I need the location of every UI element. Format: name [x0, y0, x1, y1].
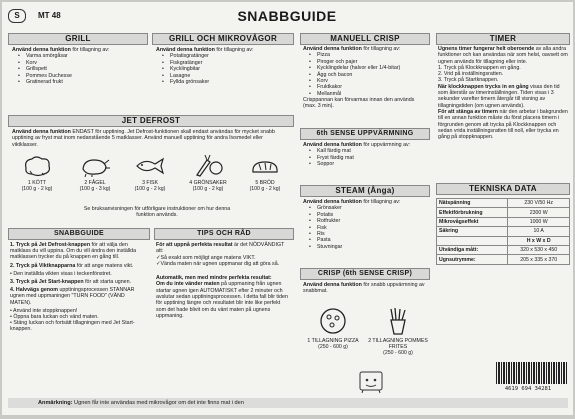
food-range: (250 - 600 g) [383, 350, 413, 357]
list-item: • Potatis [317, 212, 429, 218]
quick-guide-sheet [2, 2, 573, 415]
grill-micro-section [156, 47, 292, 85]
sense-warm-section: Använd denna funktion för uppvärmning av: • Kall färdig mat • Fryst färdig mat • Soppor [303, 142, 429, 168]
manual-crisp-note: Crisppannan kan förvarmas innan den används (max. 3 min). [303, 97, 415, 110]
list-item: • Rotfrukter [317, 218, 429, 224]
list-item: • Pizza [317, 52, 429, 58]
grill-micro-intro-bold: Använd denna funktion [156, 47, 215, 53]
food-label: 5 BRÖD [255, 180, 275, 186]
timer-section: Ugnens timer fungerar helt oberoende av alla andra funktioner och kan användas när som helst, oavsett om ugnen används för tillagning eller inte. 1. Tryck på Klockknappen en gång. 2. Vrid på inställningsratten. 3. Tryck på Startknappen. När klockknappen trycks in en gång visas den tid som återstår av timerinställningen. Tiden visas i 3 sekunder varefter timern återgår till visning av tillagningstiden (om ugnen används). För att stänga av timern när den arbetar i bakgrunden till en annan funktion måste du först placera timern i förgrunden genom att trycka på Klockknappen och sedan vrida inställningsratten till noll, eller trycka en gång på stoppknappen. [438, 46, 568, 141]
fish-icon [133, 154, 167, 178]
vegetables-icon [191, 154, 225, 178]
tech-table [436, 198, 570, 265]
step-item: 4. Halvvägs genom upptiningsprocessen STANNAR ugnen med uppmaningen "TURN FOOD" (VÄND MATEN). [10, 287, 135, 306]
oven-icon [358, 368, 384, 394]
bread-icon [248, 154, 282, 178]
table-row: Mikrovågseffekt 1000 W [437, 217, 570, 226]
grill-list [12, 53, 146, 85]
timer-step: 2. Vrid på inställningsratten. [438, 71, 504, 78]
steam-section: Använd denna funktion för tillagning av: • Grönsaker • Potatis • Rotfrukter • Fisk • Ris • Pasta • Stuvningar [303, 199, 429, 250]
model-number: MT 48 [38, 11, 61, 20]
fries-icon [383, 306, 413, 336]
step-item: 2. Tryck på Viktknapparna för att ange matens vikt. [10, 262, 134, 269]
tips-item: ✓Vända maten när ugnen uppmanar dig att göra så. [156, 260, 280, 267]
food-label: 2 FÅGEL [84, 180, 106, 186]
table-row: H x W x D [437, 236, 570, 245]
tips-auto-title: Automatik, men med mindre perfekta resultat: [156, 275, 272, 282]
jet-defrost-text [12, 129, 290, 148]
list-item: • Soppor [317, 161, 429, 167]
list-item: • Korv [26, 60, 146, 66]
list-item: • Mellanmål [317, 91, 429, 97]
list-item: • Fyllda grönsaker [170, 79, 292, 85]
table-row: Utvändiga mått: 320 x 530 x 450 [437, 245, 570, 254]
tips-header: TIPS OCH RÅD [154, 228, 294, 240]
list-item: • Piroger och pajer [317, 59, 429, 65]
step-item: 3. Tryck på Jet Start-knappen för att starta ugnen. [10, 279, 132, 286]
manual-crisp-section: Använd denna funktion för tillagning av: • Pizza • Piroger och pajer • Kycklingdelar (halvor eller 1/4-bitar) • Ägg och bacon • Korv • Fruktkakor • Mellanmål Crisppannan kan förvarmas innan den används (max. 3 min). [303, 46, 429, 110]
pizza-icon [318, 306, 348, 336]
list-item: • Fiskgratänger [170, 60, 292, 66]
defrost-food-fish [126, 154, 174, 192]
defrost-food-poultry [70, 154, 120, 192]
grill-micro-header: GRILL OCH MIKROVÅGOR [152, 33, 294, 45]
list-item: • Fruktkakor [317, 84, 429, 90]
list-item: • Korv [317, 78, 429, 84]
jet-defrost-bold: Använd denna funktion [12, 129, 71, 135]
list-item: • Fisk [317, 225, 429, 231]
food-range: (100 g - 3 kg) [79, 186, 111, 193]
step-item: • Öppna bara luckan och vänd maten. [10, 314, 99, 321]
language-badge: S [8, 9, 26, 23]
sense-warm-list [303, 148, 429, 167]
list-item: • Kycklingbitar [170, 66, 292, 72]
steam-header: STEAM (Ånga) [300, 185, 430, 197]
barcode [496, 362, 568, 384]
list-item: • Lasagne [170, 73, 292, 79]
grill-header: GRILL [8, 33, 148, 45]
jet-defrost-header: JET DEFROST [8, 115, 294, 127]
list-item: • Pasta [317, 237, 429, 243]
grill-micro-intro: för tillagning av: [214, 47, 254, 53]
grill-section [12, 47, 146, 85]
list-item: • Ris [317, 231, 429, 237]
timer-step: 3. Tryck på Startknappen. [438, 77, 499, 84]
poultry-icon [78, 154, 112, 178]
crisp-food-pizza [304, 306, 362, 350]
tips-section: För att uppnå perfekta resultat är det NÖDVÄNDIGT att: ✓Så exakt som möjligt ange matens VIKT. ✓Vända maten när ugnen uppmanar dig att göra så. Automatik, men med mindre perfekta resultat: Om du inte vänder maten på uppmaning från ugnen startar ugnen igen AUTOMATISKT efter 2 minuter och avslutar sedan upptiningsprocessen. I detta fall blir tiden för upptining längre och resultatet blir inte like perfekt som det hade blivit om du vänt maten på ugnens uppmaning. [156, 242, 290, 319]
food-label: 2 TILLAGNING POMMES FRITES [368, 338, 428, 351]
list-item: • Fryst färdig mat [317, 155, 429, 161]
meat-icon [20, 154, 54, 178]
snabbguide-header: SNABBGUIDE [8, 228, 150, 240]
steam-list [303, 205, 429, 250]
step-item: • Använd inte stoppknappen! [10, 307, 78, 314]
food-range: (100 g - 2 kg) [21, 186, 53, 193]
defrost-food-vegetables [180, 154, 236, 192]
crisp-food-fries [366, 306, 430, 357]
grill-micro-list [156, 53, 292, 85]
crisp-sense-header: CRISP (6th SENSE CRISP) [300, 268, 430, 280]
defrost-food-bread [240, 154, 290, 192]
timer-header: TIMER [436, 33, 570, 45]
list-item: • Gratinerad frukt [26, 79, 146, 85]
list-item: • Potatisgratänger [170, 53, 292, 59]
food-range: (100 g - 2 kg) [249, 186, 281, 193]
defrost-food-meat [14, 154, 60, 192]
manual-crisp-header: MANUELL CRISP [300, 33, 430, 45]
list-item: • Pommes Duchesse [26, 73, 146, 79]
food-label: 4 GRÖNSAKER [189, 180, 227, 186]
crisp-sense-intro: Använd denna funktion för snabb uppvärmning av snabbmat. [303, 282, 425, 295]
table-row: Ugnsutrymme: 205 x 335 x 370 [437, 255, 570, 264]
manual-crisp-list [303, 52, 429, 97]
timer-step: 1. Tryck på Klockknappen en gång. [438, 64, 521, 71]
food-range: (250 - 600 g) [318, 344, 348, 351]
barcode-number: 4619 694 34281 [504, 386, 552, 392]
step-item: • Stäng luckan och fortsätt tillagningen med Jet Start-knappen. [10, 320, 135, 333]
food-range: (100 g - 2 kg) [134, 186, 166, 193]
list-item: • Stuvningar [317, 244, 429, 250]
tips-item: ✓Så exakt som möjligt ange matens VIKT. [156, 254, 256, 261]
list-item: • Kycklingdelar (halvor eller 1/4-bitar) [317, 65, 429, 71]
food-label: 1 TILLAGNING PIZZA [307, 338, 359, 344]
page-title: SNABBGUIDE [237, 8, 337, 24]
grill-intro: för tillagning av: [70, 47, 110, 53]
sense-warm-header: 6th SENSE UPPVÄRMNING [300, 128, 430, 140]
snabbguide-steps [10, 242, 146, 335]
list-item: • Varma smörgåsar [26, 53, 146, 59]
table-row: Nätspänning 230 V/50 Hz [437, 199, 570, 208]
tech-header: TEKNISKA DATA [436, 183, 570, 195]
list-item: • Kall färdig mat [317, 148, 429, 154]
list-item: • Grönsaker [317, 205, 429, 211]
jet-defrost-rest: ENDAST för upptining. Jet Defrost-funktionen skall endast användas för mycket snabb upptining av fryst mat inom nedanstående 5 matklasser. Använd manuell upptining för andra livsmedel eller viktklasser. [12, 129, 275, 148]
grill-intro-bold: Använd denna funktion [12, 47, 71, 53]
jet-defrost-note: Se bruksanvisningen för utförligare instruktioner om hur denna funktion används. [83, 206, 231, 219]
step-item: • Den inställda vikten visas i teckenfönstret. [10, 270, 112, 277]
food-label: 1 KÖTT [27, 180, 47, 186]
table-row: Säkring 10 A [437, 227, 570, 236]
list-item: • Ägg och bacon [317, 72, 429, 78]
food-range: (100 g - 2 kg) [192, 186, 224, 193]
footer-note: Anmärkning: Ugnen får inte användas med mikrovågor om det inte finns mat i den [8, 398, 568, 408]
list-item: • Grillspett [26, 66, 146, 72]
food-label: 3 FISK [142, 180, 158, 186]
step-item: 1. Tryck på Jet Defrost-knappen för att välja den matklass du vill uppina. Om du vill ändra den inställda matklassen trycker du på knappen en gång till. [10, 242, 137, 261]
table-row: Effektförbrukning 2300 W [437, 208, 570, 217]
